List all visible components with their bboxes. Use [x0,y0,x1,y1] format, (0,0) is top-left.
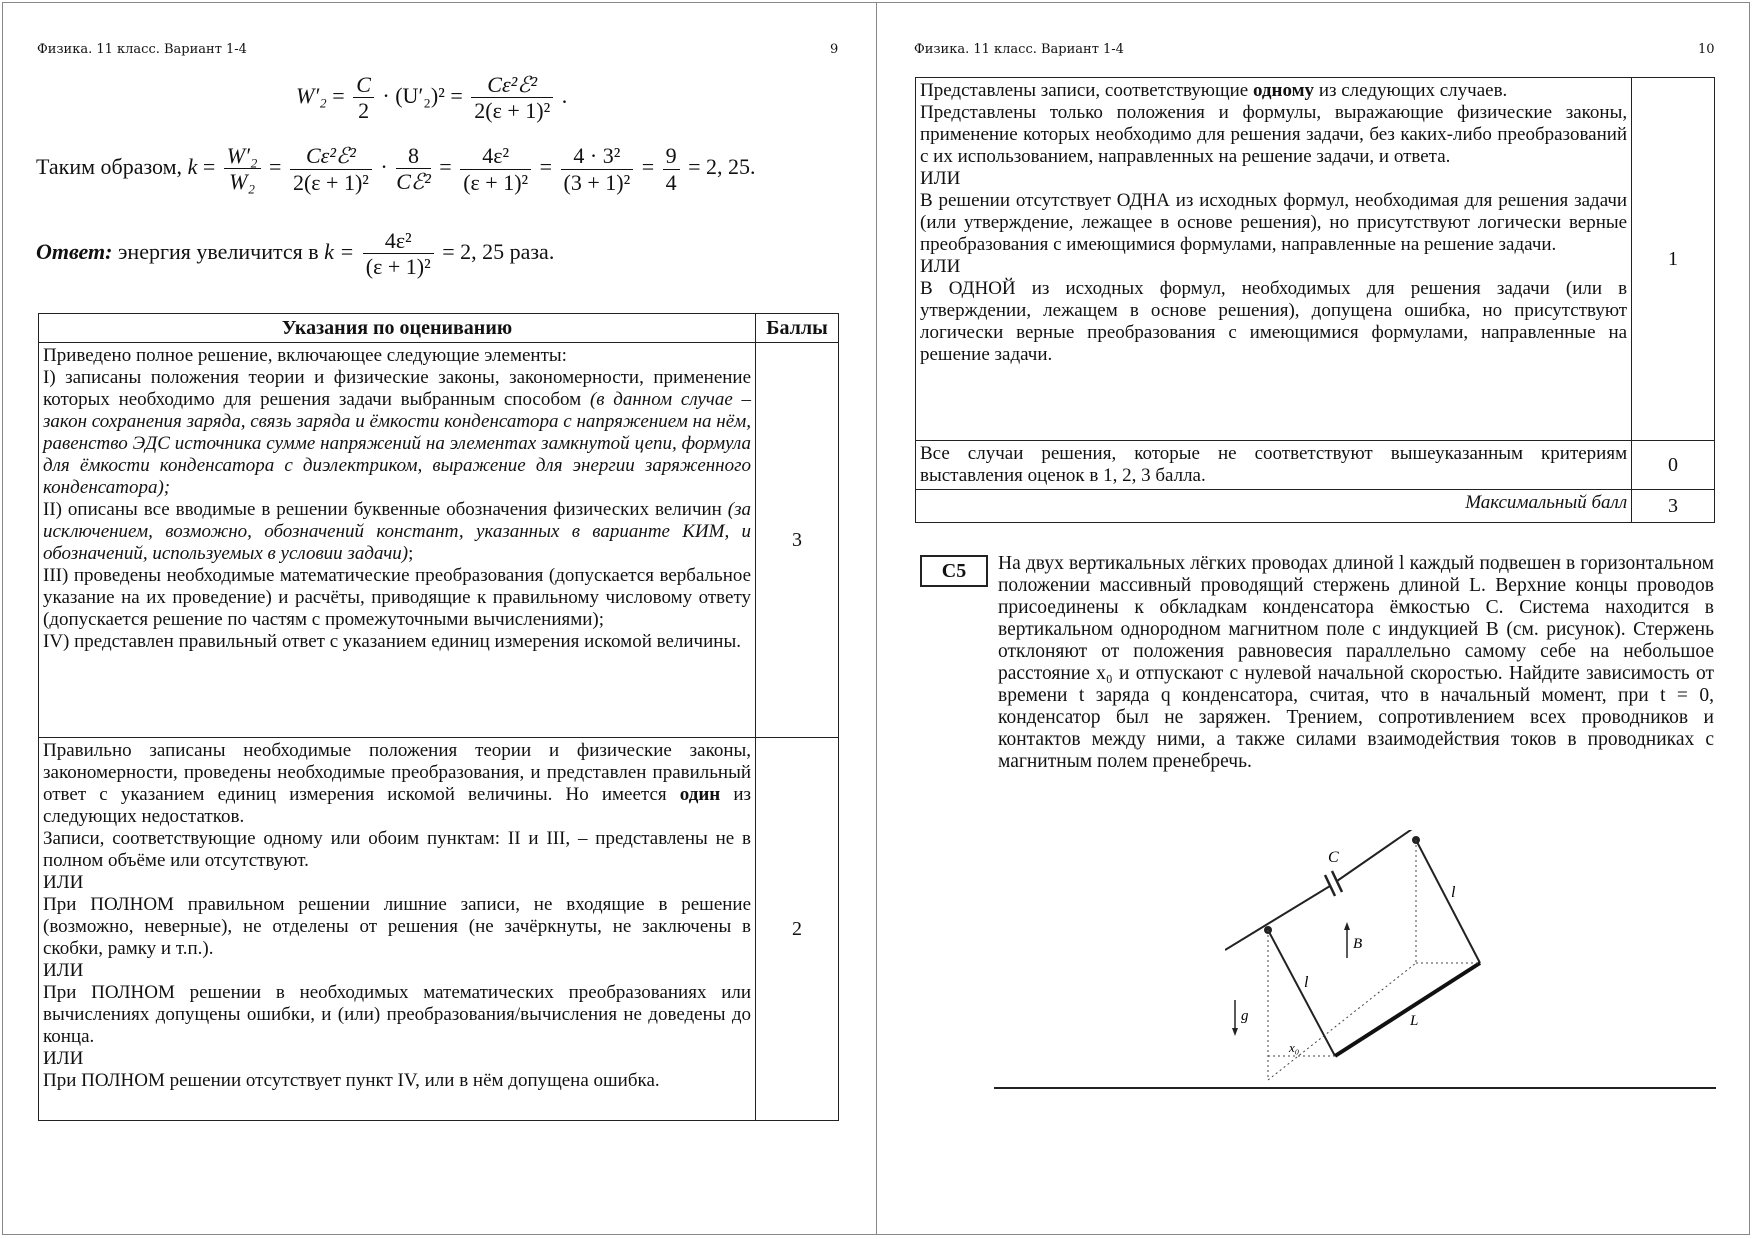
capacitor-plate-2 [1332,871,1342,892]
top-wire-left [1225,886,1330,950]
answer-line: Ответ: энергия увеличится в k = $\frac{\text{4ε²}}{\text{(ε + 1)²}}$ = 2, 25 раза. [36,228,555,280]
grading-table-left [38,313,839,1121]
left-header-title: Физика. 11 класс. Вариант 1-4 [37,42,247,57]
label-c: C [1328,849,1339,866]
table-row [916,490,1715,523]
b-arrowhead [1344,922,1350,930]
right-header-title: Физика. 11 класс. Вариант 1-4 [914,42,1124,57]
label-l-left: l [1304,974,1309,991]
capacitor-plate-1 [1325,875,1335,896]
bottom-rule [994,1087,1716,1089]
table-row [916,78,1715,441]
energy-formula: W′₂ = $\frac{C}{2}$ · (U′₂)² = $\frac{\text{Cε²ℰ²}}{\text{2(ε + 1)²}}$ . [296,72,568,124]
max-score-value: 3 [1632,490,1715,523]
left-wire [1268,930,1335,1056]
col-header-criteria: Указания по оцениванию [39,314,756,343]
criteria-cell-2: Правильно записаны необходимые положения теории и физические законы, закономерности, проведены необходимые преобразования, и представлен правильный ответ с указанием единиц измерения искомой величины. Но имеется один из следующих недостатков. Записи, соответствующие одному или обоим пунктам: II и III, – представлены не в полном объёме или отсутствуют. ИЛИ При ПОЛНОМ правильном решении лишние записи, не входящие в решение (возможно, неверные), не отделены от решения (не зачёркнуты, не заключены в скобки, рамку и т.п.). ИЛИ При ПОЛНОМ решении в необходимых математических преобразованиях или вычислениях допущены ошибки, и (или) преобразования/вычисления не доведены до конца. ИЛИ При ПОЛНОМ решении отсутствует пункт IV, или в нём допущена ошибка. [39,738,756,1121]
problem-text: На двух вертикальных лёгких проводах длиной l каждый подвешен в горизонтальном положении массивный проводящий стержень длиной L. Верхние концы проводов присоединены к обкладкам конденсатора ёмкостью C. Система находится в вертикальном однородном магнитном поле с индукцией B (см. рисунок). Стержень отклоняют от положения равновесия параллельно самому себе на небольшое расстояние x₀ и отпускают с нулевой начальной скоростью. Найдите зависимость от времени t заряда q конденсатора, считая, что в начальный момент, при t = 0, конденсатор был не заряжен. Трением, сопротивлением всех проводников и контактов между ними, а также силами взаимодействия токов в проводниках с магнитным полем пренебречь. [998,553,1714,772]
g-arrowhead [1232,1028,1238,1036]
pendulum-figure [1225,830,1495,1090]
points-cell-0: 0 [1632,441,1715,490]
points-cell-2: 2 [756,738,839,1121]
label-b: B [1353,936,1363,952]
left-page-number: 9 [830,42,839,57]
label-l-right: l [1451,884,1456,901]
problem-label: С5 [920,555,988,587]
right-wire [1416,840,1480,963]
criteria-cell-1: Представлены записи, соответствующие одному из следующих случаев. Представлены только положения и формулы, выражающие физические законы, применение которых необходимо для решения задачи, без каких-либо преобразований с их использованием, направленных на решение задачи, и ответа. ИЛИ В решении отсутствует ОДНА из исходных формул, необходимая для решения задачи (или утверждение, лежащее в основе решения), но присутствуют логически верные преобразования с имеющимися формулами, направленные на решение задачи. ИЛИ В ОДНОЙ из исходных формул, необходимых для решения задачи (или в утверждении, лежащем в основе решения), допущена ошибка, но присутствуют логически верные преобразования с имеющимися формулами, направленные на решение задачи. [916,78,1632,441]
criteria-cell-0: Все случаи решения, которые не соответствуют вышеуказанным критериям выставления оценок в 1, 2, 3 балла. [916,441,1632,490]
label-g: g [1241,1008,1249,1024]
points-cell-3: 3 [756,343,839,738]
grading-table-right [915,77,1715,523]
table-row [916,441,1715,490]
col-header-points: Баллы [756,314,839,343]
points-cell-1: 1 [1632,78,1715,441]
ratio-formula: Таким образом, k = $\frac{\text{W′₂}}{\text{W₂}}$ = $\frac{\text{Cε²ℰ²}}{\text{2(ε + 1)²}}$ · $\frac{8}{\text{Cℰ²}}$ = $\frac{\text{4ε²}}{\text{(ε + 1)²}}$ = $\frac{\text{4 · 3²}}{\text{(3 + 1)²}}$ = $\frac{9}{4}$ = 2, 25. [36,143,756,195]
criteria-cell-3: Приведено полное решение, включающее следующие элементы: I) записаны положения теории и физические законы, закономерности, применение которых необходимо для решения задачи выбранным способом (в данном случае – закон сохранения заряда, связь заряда и ёмкости конденсатора с напряжением на нём, равенство ЭДС источника сумме напряжений на элементах замкнутой цепи, формула для ёмкости конденсатора с диэлектриком, выражение для энергии заряженного конденсатора); II) описаны все вводимые в решении буквенные обозначения физических величин (за исключением, возможно, обозначений констант, указанных в варианте КИМ, и обозначений, используемых в условии задачи); III) проведены необходимые математические преобразования (допускается вербальное указание на их проведение) и расчёты, приводящие к правильному числовому ответу (допускается решение по частям с промежуточными вычислениями); IV) представлен правильный ответ с указанием единиц измерения искомой величины. [39,343,756,738]
equilibrium-rod [1268,963,1419,1080]
top-wire-right [1337,830,1415,881]
label-x0: x₀ [1289,1040,1300,1055]
table-row [39,343,839,738]
right-page-number: 10 [1698,42,1715,57]
table-row [39,738,839,1121]
rod [1335,963,1480,1056]
page-divider [876,2,877,1235]
label-rod-l: L [1410,1013,1419,1029]
max-score-label: Максимальный балл [916,490,1632,523]
